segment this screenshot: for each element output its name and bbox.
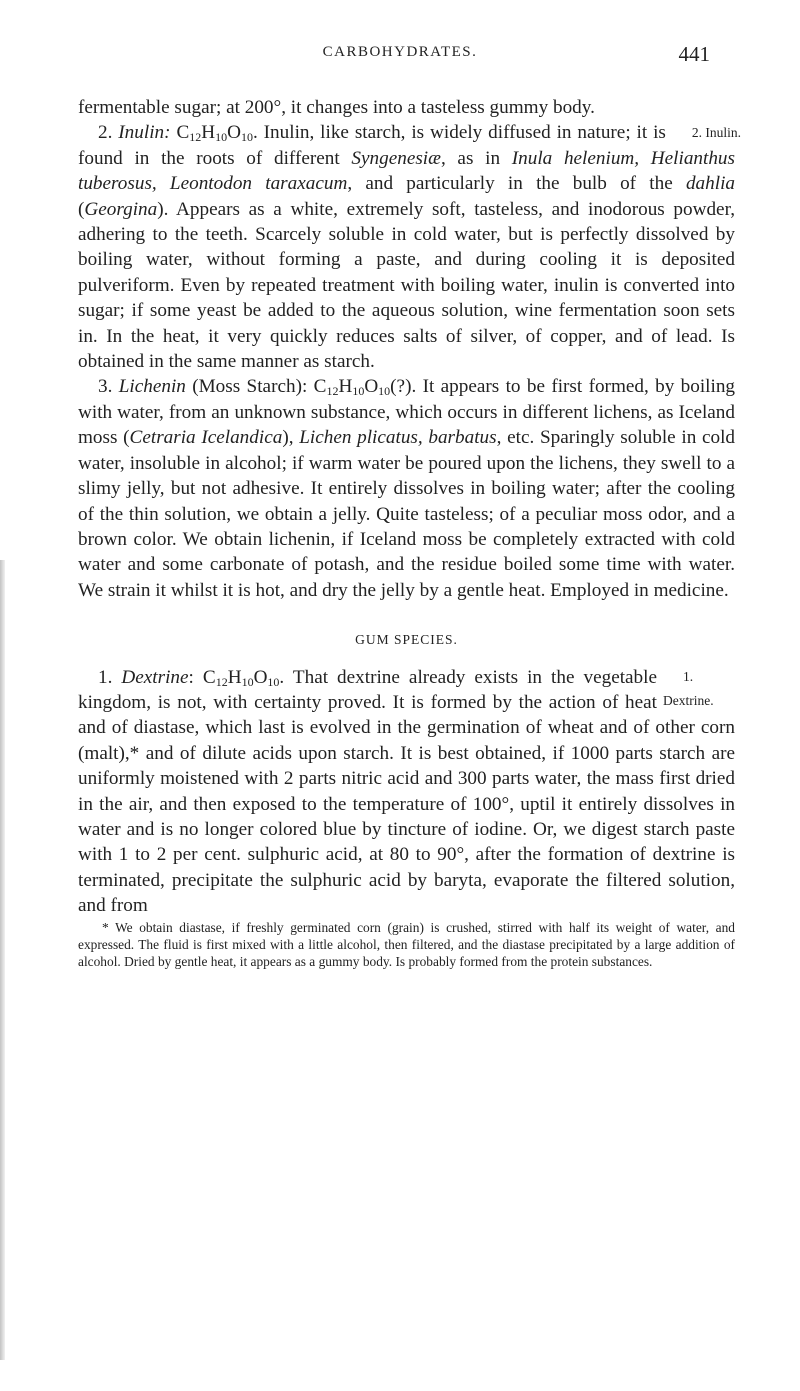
margin-note-inulin: 2. Inulin. [691, 125, 741, 141]
dextrine-number: 1. [98, 666, 113, 688]
running-head [0, 44, 800, 70]
inulin-formula: $C_{12}H_{10}O_{10}$ [176, 122, 253, 145]
lichenin-paragraph: 3. Lichenin (Moss Starch): $C_{12}H_{10}O_{10}(?)$. It appears to be first formed, by boiling with water, from an unknown substance, which occurs in different lichens, as Iceland moss (Cetraria Icelandica), Lichen plicatus, barbatus, etc. Sparingly soluble in cold water, insoluble in alcohol; if warm water be poured upon the lichens, they swell to a slimy jelly, but not adhesive. It entirely dissolves in boiling water; after the cooling of the thin solution, we obtain a jelly. Quite tasteless; of a peculiar moss odor, and a brown color. We obtain lichenin, if Iceland moss be completely extracted with cold water and some carbonate of potash, and the residue boiled some time with water. We strain it whilst it is hot, and dry the jelly by a gentle heat. Employed in medicine. [78, 376, 736, 601]
carryover-paragraph: fermentable sugar; at 200°, it changes into a tasteless gummy body. [78, 97, 595, 118]
page-number: 441 [678, 42, 710, 66]
dextrine-name: Dextrine [121, 666, 189, 688]
lichenin-name: Lichenin [118, 376, 186, 398]
inulin-name: Inulin: [118, 122, 171, 144]
lichenin-number: 3. [98, 376, 113, 398]
lichenin-formula: $C_{12}H_{10}O_{10}$ [313, 376, 391, 399]
footnote: * We obtain diastase, if freshly germinated corn (grain) is crushed, stirred with half its weight of water, and expressed. The fluid is first mixed with a little alcohol, then filtered, and the diastase precipitated by a large addition of alcohol. Dried by gentle heat, it appears as a gummy body. Is probably formed from the protein substances. [78, 919, 735, 970]
body-text [78, 95, 741, 971]
page-edge-shadow [0, 560, 5, 1360]
section-heading: GUM SPECIES. [355, 632, 458, 648]
dextrine-paragraph: 1. Dextrine. 1. Dextrine: $C_{12}H_{10}O_{10}$. That dextrine already exists in the vegetable kingdom, is not, with certainty proved. It is formed by the action of heat and of diastase, which last is evolved in the germination of wheat and of other corn (malt),* and of dilute acids upon starch. It is best obtained, if 1000 parts starch are uniformly moistened with 2 parts nitric acid and 300 parts water, the mass first dried in the air, and then exposed to the temperature of 100°, uptil it entirely dissolves in water and is no longer colored blue by tincture of iodine. Or, we digest starch paste with 1 to 2 per cent. sulphuric acid, at 80 to 90°, after the formation of dextrine is terminated, precipitate the sulphuric acid by baryta, evaporate the filtered solution, and from [78, 665, 735, 919]
inulin-number: 2. [98, 122, 113, 144]
inulin-paragraph: 2. Inulin. 2. Inulin: $C_{12}H_{10}O_{10}$. Inulin, like starch, is widely diffused in nature; it is found in the roots of different Syngenesiæ, as in Inula helenium, Helianthus tuberosus, Leontodon taraxacum, and particularly in the bulb of the dahlia (Georgina). Appears as a white, extremely soft, tasteless, and inodorous powder, adhering to the teeth. Scarcely soluble in cold water, but is perfectly dissolved by boiling water, without forming a paste, and during cooling it is deposited pulveriform. Even by repeated treatment with boiling water, inulin is converted into sugar; if some yeast be added to the aqueous solution, wine fermentation soon sets in. In the heat, it very quickly reduces salts of silver, of copper, and of lead. Is obtained in the same manner as starch. [78, 122, 741, 373]
margin-note-dextrine: 1. Dextrine. [663, 668, 714, 708]
running-head-title: CARBOHYDRATES. [322, 44, 478, 60]
dextrine-formula: $C_{12}H_{10}O_{10}$ [202, 666, 280, 689]
